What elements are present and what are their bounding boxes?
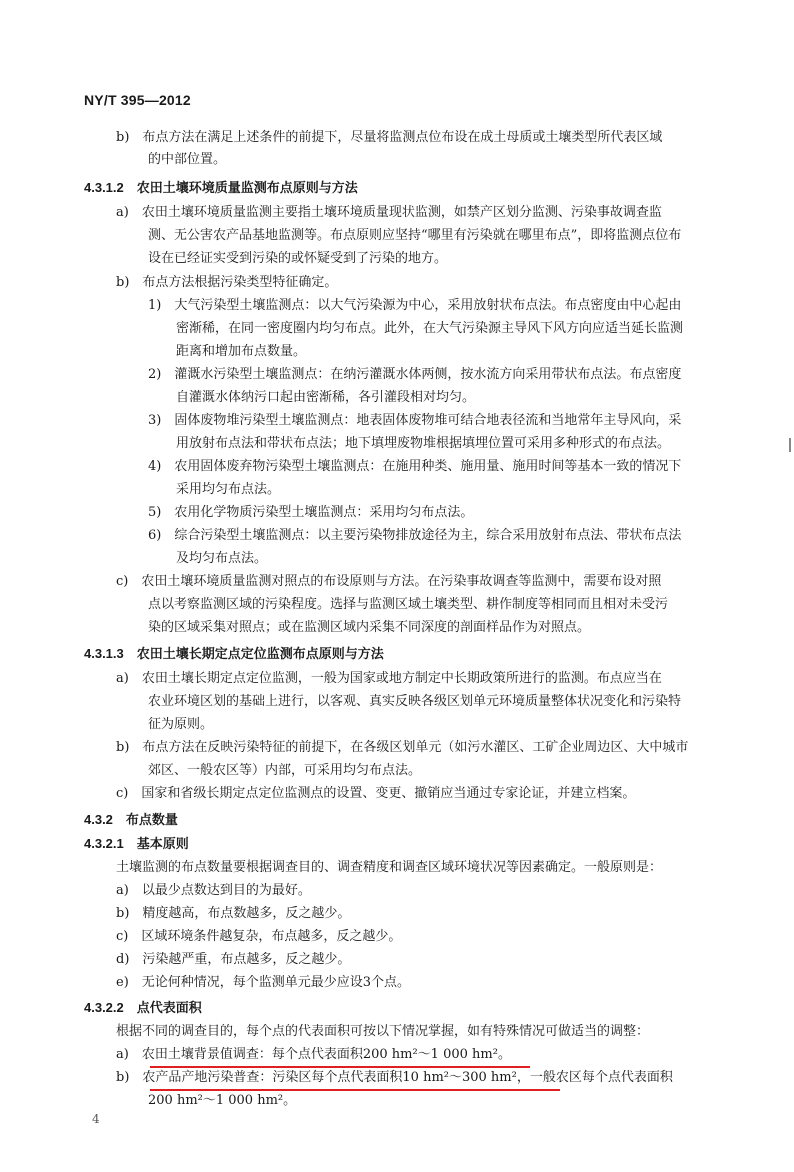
text-line: 染的区域采集对照点；或在监测区域内采集不同深度的剖面样品作为对照点。 (148, 620, 591, 635)
text-line: 距离和增加布点数量。 (176, 344, 307, 359)
text-line: 3) 固体废物堆污染型土壤监测点：地表固体废物堆可结合地表径流和当地常年主导风向，采 (148, 413, 682, 428)
text-line: d) 污染越严重，布点越多，反之越少。 (116, 952, 351, 967)
scan-mark (789, 438, 791, 452)
text-line: 土壤监测的布点数量要根据调查目的、调查精度和调查区域环境状况等因素确定。一般原则是： (116, 860, 663, 875)
section-heading: 4.3.2.1 基本原则 (84, 836, 189, 851)
text-line: 农业环境区划的基础上进行，以客观、真实反映各级区划单元环境质量整体状况变化和污染特 (148, 694, 682, 709)
text-line: b) 布点方法在满足上述条件的前提下，尽量将监测点位布设在成土母质或土壤类型所代表区域 (116, 130, 663, 145)
text-line: 用放射布点法和带状布点法；地下填埋废物堆根据填埋位置可采用多种形式的布点法。 (176, 436, 671, 451)
text-line: 设在已经证实受到污染的或怀疑受到了污染的地方。 (148, 251, 448, 266)
text-line: 密渐稀，在同一密度圈内均匀布点。此外，在大气污染源主导风下风方向应适当延长监测 (176, 321, 684, 336)
text-line-highlighted: a) 农田土壤背景值调查：每个点代表面积200 hm²～1 000 hm²。 (116, 1047, 511, 1062)
section-heading: 4.3.2.2 点代表面积 (84, 1000, 202, 1015)
text-line: a) 农田土壤长期定点定位监测，一般为国家或地方制定中长期政策所进行的监测。布点应当在 (116, 671, 662, 686)
text-line: c) 农田土壤环境质量监测对照点的布设原则与方法。在污染事故调查等监测中，需要布设对照 (116, 574, 662, 589)
text-line-highlighted: b) 农产品产地污染普查：污染区每个点代表面积10 hm²～300 hm²，一般农区每个点代表面积 (116, 1070, 673, 1085)
text-line: 采用均匀布点法。 (176, 482, 281, 497)
text-line: 根据不同的调查目的，每个点的代表面积可按以下情况掌握，如有特殊情况可做适当的调整： (116, 1024, 650, 1039)
standard-number: NY/T 395—2012 (84, 92, 191, 108)
section-heading: 4.3.1.2 农田土壤环境质量监测布点原则与方法 (84, 180, 358, 195)
text-line: 5) 农用化学物质污染型土壤监测点：采用均匀布点法。 (148, 505, 474, 520)
text-line: 郊区、一般农区等）内部，可采用均匀布点法。 (148, 763, 422, 778)
text-line: b) 布点方法根据污染类型特征确定。 (116, 275, 338, 290)
text-line: c) 区域环境条件越复杂，布点越多，反之越少。 (116, 929, 402, 944)
text-line: 1) 大气污染型土壤监测点：以大气污染源为中心，采用放射状布点法。布点密度由中心起由 (148, 298, 682, 313)
section-heading: 4.3.2 布点数量 (84, 812, 178, 827)
text-line: e) 无论何种情况，每个监测单元最少应设3个点。 (116, 975, 411, 990)
text-line: 6) 综合污染型土壤监测点：以主要污染物排放途径为主，综合采用放射布点法、带状布点法 (148, 528, 682, 543)
text-line: b) 精度越高，布点数越多，反之越少。 (116, 906, 351, 921)
text-line: 的中部位置。 (148, 152, 227, 167)
text-line: 测、无公害农产品基地监测等。布点原则应坚持“哪里有污染就在哪里布点”，即将监测点位布 (148, 228, 682, 243)
text-line: a) 以最少点数达到目的为最好。 (116, 883, 311, 898)
text-line: 2) 灌溉水污染型土壤监测点：在纳污灌溉水体两侧，按水流方向采用带状布点法。布点密度 (148, 367, 682, 382)
text-line: 自灌溉水体纳污口起由密渐稀，各引灌段相对均匀。 (176, 390, 476, 405)
text-line: a) 农田土壤环境质量监测主要指土壤环境质量现状监测，如禁产区划分监测、污染事故调查监 (116, 205, 662, 220)
text-line: b) 布点方法在反映污染特征的前提下，在各级区划单元（如污水灌区、工矿企业周边区、大中城市 (116, 740, 689, 755)
text-line: 4) 农用固体废弃物污染型土壤监测点：在施用种类、施用量、施用时间等基本一致的情况下 (148, 459, 682, 474)
text-line: 及均匀布点法。 (176, 551, 268, 566)
page-number: 4 (92, 1112, 100, 1126)
text-line: 200 hm²～1 000 hm²。 (148, 1093, 297, 1108)
text-line: c) 国家和省级长期定点定位监测点的设置、变更、撤销应当通过专家论证，并建立档案。 (116, 786, 636, 801)
text-line: 征为原则。 (148, 717, 214, 732)
text-line: 点以考察监测区域的污染程度。选择与监测区域土壤类型、耕作制度等相同而且相对未受污 (148, 597, 669, 612)
section-heading: 4.3.1.3 农田土壤长期定点定位监测布点原则与方法 (84, 646, 384, 661)
